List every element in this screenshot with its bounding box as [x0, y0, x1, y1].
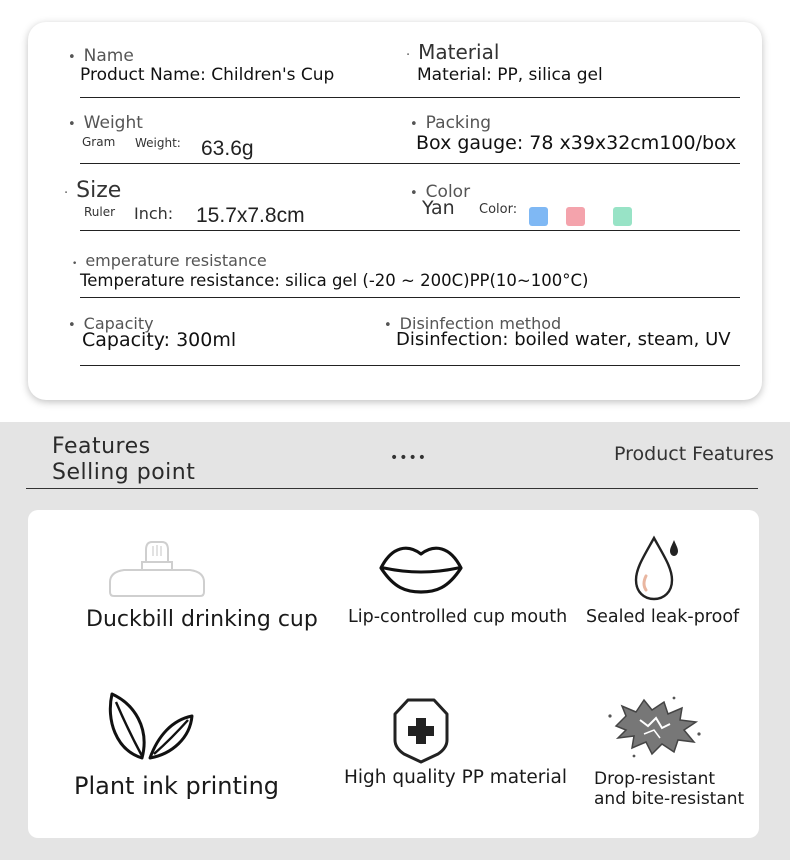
size-label: Inch:: [134, 204, 174, 223]
color-swatch-pink: [566, 207, 585, 226]
material-value: Material: PP, silica gel: [417, 65, 603, 85]
row-divider: [80, 365, 740, 366]
disinfection-value: Disinfection: boiled water, steam, UV: [396, 329, 731, 350]
feature-label-lips: Lip-controlled cup mouth: [348, 607, 568, 627]
temperature-value: Temperature resistance: silica gel (-20 ~ 200C)PP(10~100°C): [80, 271, 589, 290]
row-divider: [80, 297, 740, 298]
weight-unit-small: Gram: [82, 135, 116, 149]
features-divider: [26, 488, 758, 489]
color-swatch-green: [613, 207, 632, 226]
capacity-value: Capacity: 300ml: [82, 329, 237, 351]
features-card: [28, 510, 759, 838]
weight-value: 63.6g: [201, 137, 254, 160]
weight-header: • Weight: [68, 113, 143, 133]
color-swatch-blue: [529, 207, 548, 226]
leaves-icon: [106, 690, 196, 762]
feature-label-drop-line2: and bite-resistant: [594, 789, 745, 809]
row-divider: [80, 163, 740, 164]
features-dots: ••••: [390, 450, 428, 466]
feature-label-drop-resistant: [594, 769, 744, 809]
name-header: • Name: [68, 46, 134, 66]
features-title-line2: Selling point: [52, 460, 196, 485]
shield-plus-icon: [392, 696, 450, 764]
size-unit-small: Ruler: [84, 205, 116, 219]
disinfection-header: • Disinfection method: [384, 314, 562, 333]
color-label: Color:: [479, 202, 518, 217]
color-label-big: Yan: [422, 197, 455, 219]
droplet-icon: [628, 534, 684, 602]
temperature-header: • emperature resistance: [72, 251, 267, 270]
material-header: · Material: [406, 40, 500, 64]
crack-burst-icon: [604, 696, 704, 758]
duckbill-icon: [106, 540, 208, 598]
features-title: [52, 434, 195, 486]
size-value: 15.7x7.8cm: [196, 204, 305, 227]
capacity-header: • Capacity: [68, 314, 154, 333]
packing-header: • Packing: [410, 113, 492, 133]
features-title-line1: Features: [52, 434, 151, 459]
packing-value: Box gauge: 78 x39x32cm100/box: [416, 132, 737, 154]
spec-card: [28, 22, 762, 400]
size-header: · Size: [64, 178, 122, 203]
feature-label-ink: Plant ink printing: [74, 772, 280, 800]
row-divider: [80, 230, 740, 231]
weight-label: Weight:: [135, 136, 181, 150]
lips-icon: [378, 542, 464, 594]
name-value: Product Name: Children's Cup: [80, 65, 335, 85]
color-header: • Color: [410, 182, 471, 202]
feature-label-drop-line1: Drop-resistant: [594, 769, 716, 789]
row-divider: [80, 97, 740, 98]
product-features-label: Product Features: [614, 443, 774, 465]
feature-label-leakproof: Sealed leak-proof: [586, 607, 740, 627]
feature-label-pp: High quality PP material: [344, 767, 567, 788]
feature-label-duckbill: Duckbill drinking cup: [86, 607, 318, 632]
